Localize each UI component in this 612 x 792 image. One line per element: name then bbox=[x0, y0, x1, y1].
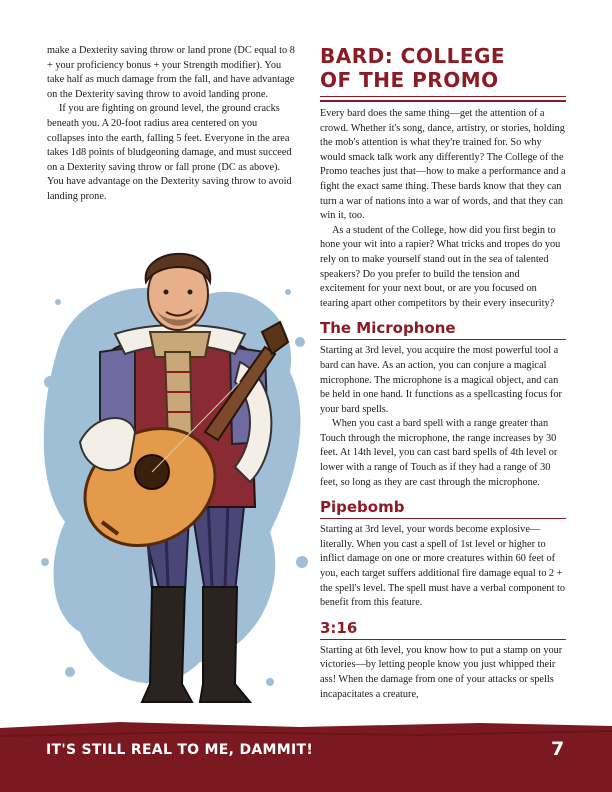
chapter-title-line: BARD: COLLEGE bbox=[320, 44, 506, 68]
page-number: 7 bbox=[551, 738, 565, 760]
body-paragraph: Starting at 6th level, you know how to put a stamp on your victories—by letting people know you just whipped their ass! When the damage from one of your attacks or spells incapacitates a creature, bbox=[320, 644, 563, 700]
right-column bbox=[320, 44, 566, 702]
section-heading: The Microphone bbox=[320, 319, 456, 338]
heading-rule bbox=[320, 339, 566, 340]
chapter-title-line: OF THE PROMO bbox=[320, 68, 499, 92]
left-column bbox=[47, 44, 297, 205]
heading-rule bbox=[320, 518, 566, 519]
body-paragraph: make a Dexterity saving throw or land prone (DC equal to 8 + your proficiency bonus + your Strength modifier). You take half as much damage from the fall, and have advantage on the Dexterity saving throw to avoid landing prone. bbox=[47, 45, 295, 100]
body-paragraph: When you cast a bard spell with a range greater than Touch through the microphone, the range increases by 30 feet. At 14th level, you can cast bard spells of 4th level or lower with a range of Touch as if they had a range of 30 feet, so long as they are cast through the microphone. bbox=[320, 418, 558, 488]
title-rule bbox=[320, 100, 566, 102]
footer-title: IT'S STILL REAL TO ME, DAMMIT! bbox=[46, 742, 314, 758]
body-paragraph: If you are fighting on ground level, the ground cracks beneath you. A 20-foot radius area centered on you collapses into the earth, falling 5 feet. Everyone in the area takes 1d8 points of bludgeoning damage, and must succeed on a Dexterity saving throw or fall prone (DC as above). You have advantage on the Dexterity saving throw to avoid landing prone. bbox=[47, 103, 292, 202]
body-paragraph: Starting at 3rd level, you acquire the most powerful tool a bard can have. As an action, you can conjure a magical microphone. The microphone is a magical object, and can be held in one hand. It functions as a spellcasting focus for your bard spells. bbox=[320, 345, 562, 415]
section-heading: Pipebomb bbox=[320, 498, 405, 517]
head bbox=[146, 254, 211, 330]
heading-rule bbox=[320, 639, 566, 640]
section-heading: 3:16 bbox=[320, 618, 358, 637]
chapter-title bbox=[320, 44, 566, 92]
title-rule bbox=[320, 96, 566, 97]
intro-paragraph: As a student of the College, how did you first begin to hone your wit into a rapier? What tricks and tropes do you rely on to make yourself stand out in the sea of talented speakers? Do you prefer to build the tension and excitement for your next bout, or are you focused on tearing apart other competitors by their every insecurity? bbox=[320, 224, 561, 309]
intro-paragraph: Every bard does the same thing—get the attention of a crowd. Whether it's song, dance, artistry, or stories, holding the mob's attention is what they're trained for. So why would smack talk work any differently? The College of the Promo teaches just that—how to make a performance and a fight the exact same thing. These bards know that they can turn a war of nations into a war of words, and that they can win it, too. bbox=[320, 108, 566, 222]
bard-with-lute-illustration bbox=[40, 232, 310, 730]
body-paragraph: Starting at 3rd level, your words become explosive—literally. When you cast a spell of 1st level or higher to inflict damage on one or more creatures within 60 feet of you, each target suffers additional fire damage equal to 2 + the spell's level. The spell must have a verbal component to benefit from this feature. bbox=[320, 524, 566, 609]
